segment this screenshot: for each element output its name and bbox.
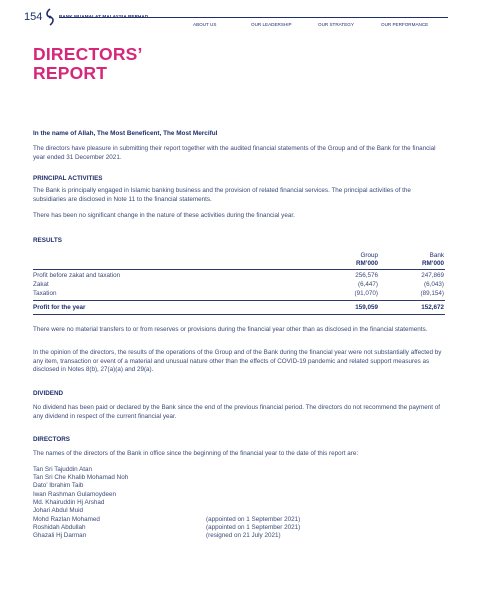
director-name: Tan Sri Che Khalib Mohamad Noh xyxy=(33,474,129,481)
principal-activities-heading: PRINCIPAL ACTIVITIES xyxy=(33,175,103,182)
directors-heading: DIRECTORS xyxy=(33,436,70,443)
bank-logo-icon xyxy=(44,8,56,26)
group-column-header xyxy=(318,252,378,268)
group-column-name: Group xyxy=(360,252,378,259)
director-note: (appointed on 1 September 2021) xyxy=(206,524,301,531)
results-p1: There were no material transfers to or from reserves or provisions during the financial year other than as disclosed in the financial statements. xyxy=(33,326,428,333)
nav-our-performance[interactable]: OUR PERFORMANCE xyxy=(381,22,429,27)
director-name: Mohd Razlan Mohamed xyxy=(33,516,100,523)
dividend-p1: No dividend has been paid or declared by the Bank since the end of the previous financial period. The directors do not recommend the payment of any dividend in respect of the current financial year. xyxy=(33,404,440,420)
page-title-line2: REPORT xyxy=(33,63,108,83)
results-row-group-value: (91,070) xyxy=(354,290,378,297)
results-row-bank-value: 247,869 xyxy=(421,272,444,279)
page-title xyxy=(33,45,143,83)
bismillah: In the name of Allah, The Most Beneficent, The Most Merciful xyxy=(33,130,218,137)
intro-paragraph: The directors have pleasure in submitting their report together with the audited financial statements of the Group and of the Bank for the financial year ended 31 December 2021. xyxy=(33,145,436,161)
director-name: Ghazali Hj Darman xyxy=(33,532,87,539)
bank-name: BANK MUAMALAT MALAYSIA BERHAD xyxy=(59,14,149,19)
page-number: 154 xyxy=(24,11,43,23)
director-name: Roshidah Abdullah xyxy=(33,524,86,531)
principal-activities-p2: There has been no significant change in the nature of these activities during the financial year. xyxy=(33,212,295,219)
results-row-bank-value: (89,154) xyxy=(420,290,444,297)
results-total-top-rule xyxy=(33,300,445,301)
group-column-unit: RM’000 xyxy=(355,260,378,267)
results-row-bank-value: (6,043) xyxy=(424,281,444,288)
results-row-group-value: (6,447) xyxy=(358,281,378,288)
results-top-rule xyxy=(33,269,445,270)
director-name: Iwan Rashman Gulamoydeen xyxy=(33,491,116,498)
director-name: Dato’ Ibrahim Taib xyxy=(33,482,84,489)
director-name: Johari Abdul Muid xyxy=(33,507,84,514)
bank-column-unit: RM’000 xyxy=(421,260,444,267)
nav-our-leadership[interactable]: OUR LEADERSHIP xyxy=(251,22,292,27)
bank-column-name: Bank xyxy=(429,252,444,259)
header-rule xyxy=(59,17,448,18)
results-row-group-value: 256,576 xyxy=(355,272,378,279)
page-title-line1: DIRECTORS’ xyxy=(33,44,143,64)
results-total-label: Profit for the year xyxy=(33,304,86,311)
results-p2: In the opinion of the directors, the results of the operations of the Group and of the Bank during the financial year were not substantially affected by any item, transaction or event of a material and unusual nature other than the effects of COVID-19 pandemic and related support measures as disclosed in Notes 8(b), 27(a)(a) and 29(a). xyxy=(33,349,442,374)
director-note: (appointed on 1 September 2021) xyxy=(206,516,301,523)
director-name: Md. Khairuddin Hj Arshad xyxy=(33,499,105,506)
results-row-label: Zakat xyxy=(33,281,49,288)
results-total-bottom-rule xyxy=(33,314,445,315)
nav-our-strategy[interactable]: OUR STRATEGY xyxy=(318,22,354,27)
principal-activities-p1: The Bank is principally engaged in Islamic banking business and the provision of related financial services. The principal activities of the subsidiaries are disclosed in Note 11 to the financial statements. xyxy=(33,187,411,203)
directors-intro: The names of the directors of the Bank in office since the beginning of the financial year to the date of this report are: xyxy=(33,450,359,457)
nav-about-us[interactable]: ABOUT US xyxy=(193,22,217,27)
results-row-label: Taxation xyxy=(33,290,57,297)
director-note: (resigned on 21 July 2021) xyxy=(206,532,281,539)
bank-column-header xyxy=(384,252,444,268)
results-total-bank-value: 152,672 xyxy=(421,304,444,311)
results-heading: RESULTS xyxy=(33,237,62,244)
results-row-label: Profit before zakat and taxation xyxy=(33,272,121,279)
director-name: Tan Sri Tajuddin Atan xyxy=(33,466,93,473)
results-total-group-value: 159,059 xyxy=(355,304,378,311)
dividend-heading: DIVIDEND xyxy=(33,390,64,397)
